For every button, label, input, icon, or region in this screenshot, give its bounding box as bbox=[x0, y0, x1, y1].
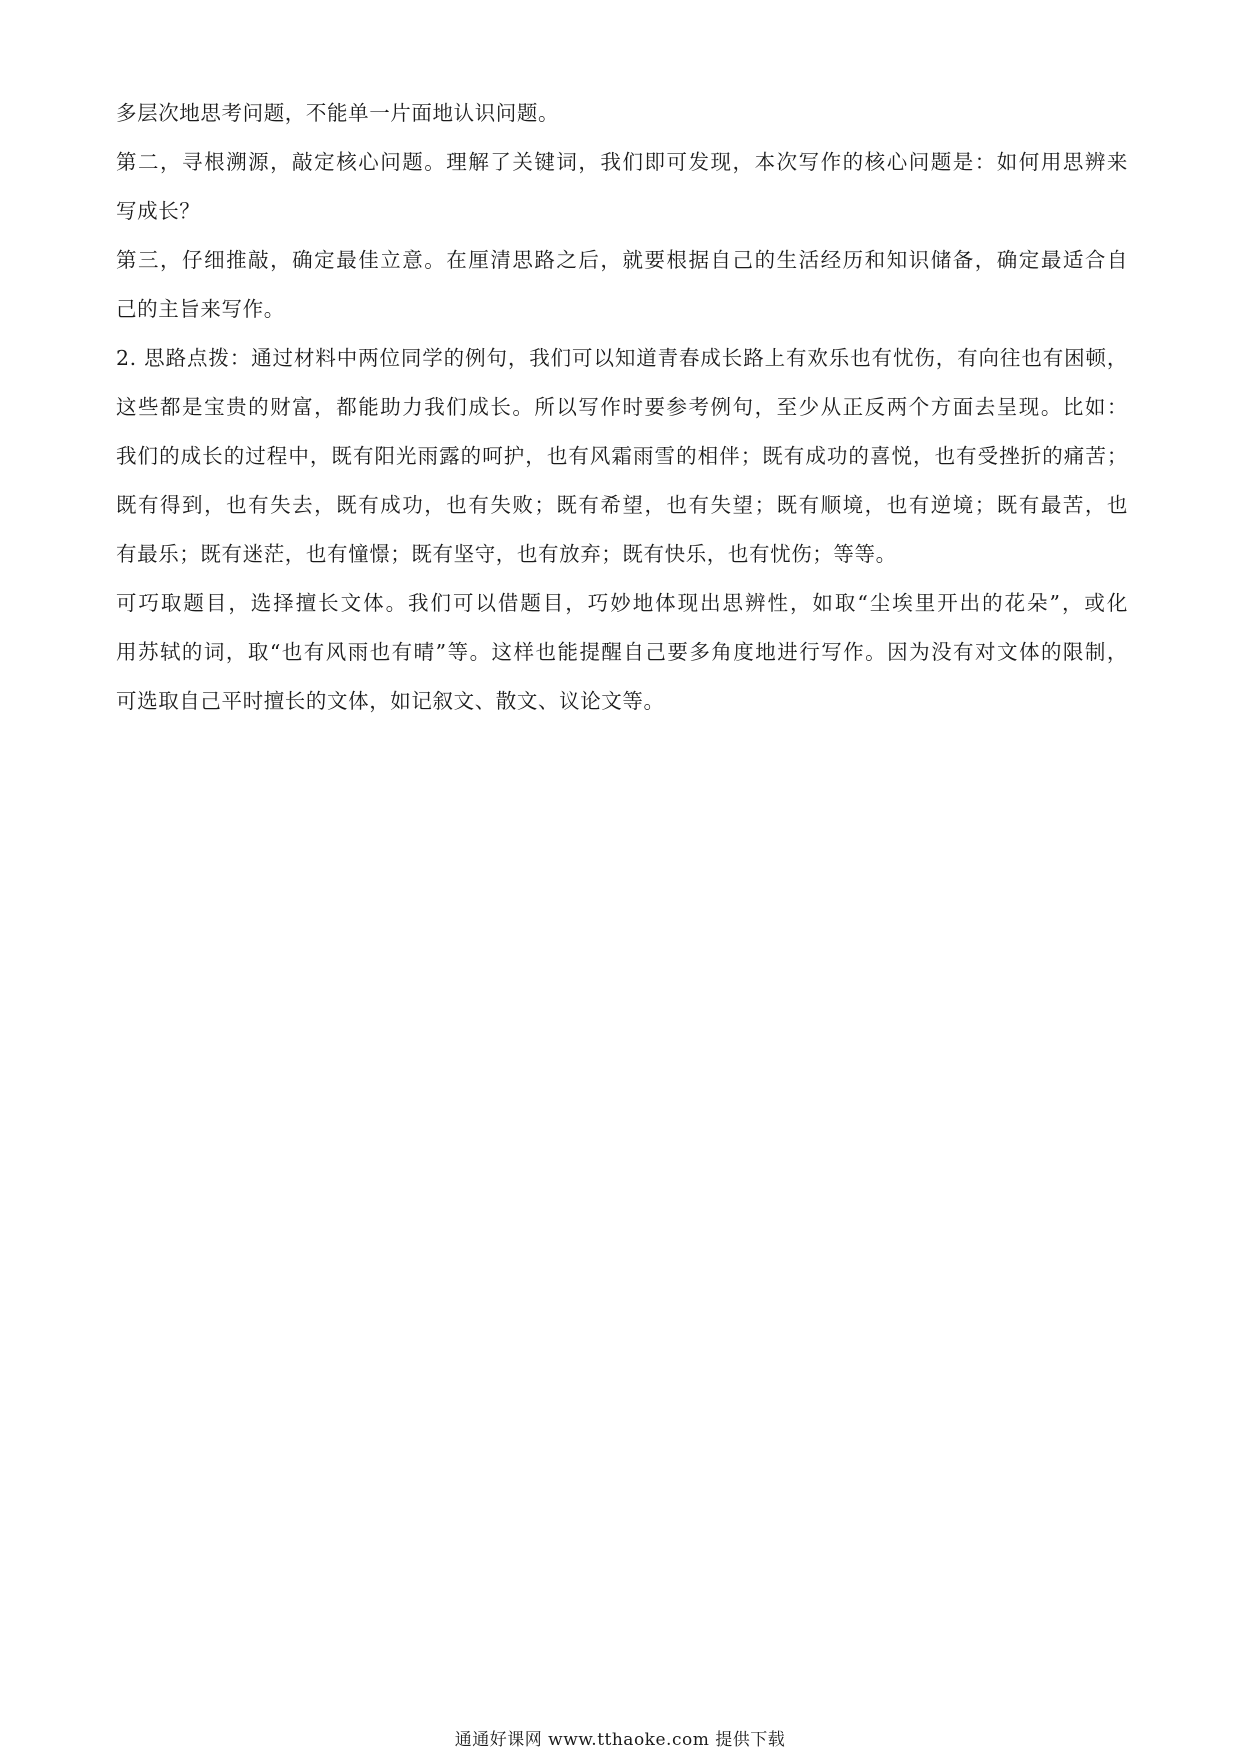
text-line: 可巧取题目，选择擅长文体。我们可以借题目，巧妙地体现出思辨性，如取“尘埃里开出的花朵”，或化 bbox=[116, 591, 1128, 615]
text-line: 既有得到，也有失去，既有成功，也有失败；既有希望，也有失望；既有顺境，也有逆境；既有最苦，也 bbox=[116, 493, 1128, 517]
document-body bbox=[116, 100, 1128, 737]
text-line: 多层次地思考问题，不能单一片面地认识问题。 bbox=[116, 101, 560, 125]
text-line: 写成长？ bbox=[116, 199, 201, 223]
text-line: 有最乐；既有迷茫，也有憧憬；既有坚守，也有放弃；既有快乐，也有忧伤；等等。 bbox=[116, 542, 897, 566]
text-line: 己的主旨来写作。 bbox=[116, 297, 285, 321]
text-line: 可选取自己平时擅长的文体，如记叙文、散文、议论文等。 bbox=[116, 689, 665, 713]
text-line: 这些都是宝贵的财富，都能助力我们成长。所以写作时要参考例句，至少从正反两个方面去呈现。比如： bbox=[116, 395, 1128, 419]
text-line: 我们的成长的过程中，既有阳光雨露的呵护，也有风霜雨雪的相伴；既有成功的喜悦，也有受挫折的痛苦； bbox=[116, 444, 1128, 468]
text-line: 2. 思路点拨：通过材料中两位同学的例句，我们可以知道青春成长路上有欢乐也有忧伤，有向往也有困顿， bbox=[116, 346, 1128, 370]
page-footer: 通通好课网 www.tthaoke.com 提供下载 bbox=[454, 1730, 786, 1750]
text-line: 用苏轼的词，取“也有风雨也有晴”等。这样也能提醒自己要多角度地进行写作。因为没有对文体的限制， bbox=[116, 640, 1128, 664]
text-line: 第二，寻根溯源，敲定核心问题。理解了关键词，我们即可发现，本次写作的核心问题是：如何用思辨来 bbox=[116, 150, 1128, 174]
text-line: 第三，仔细推敲，确定最佳立意。在厘清思路之后，就要根据自己的生活经历和知识储备，确定最适合自 bbox=[116, 248, 1128, 272]
